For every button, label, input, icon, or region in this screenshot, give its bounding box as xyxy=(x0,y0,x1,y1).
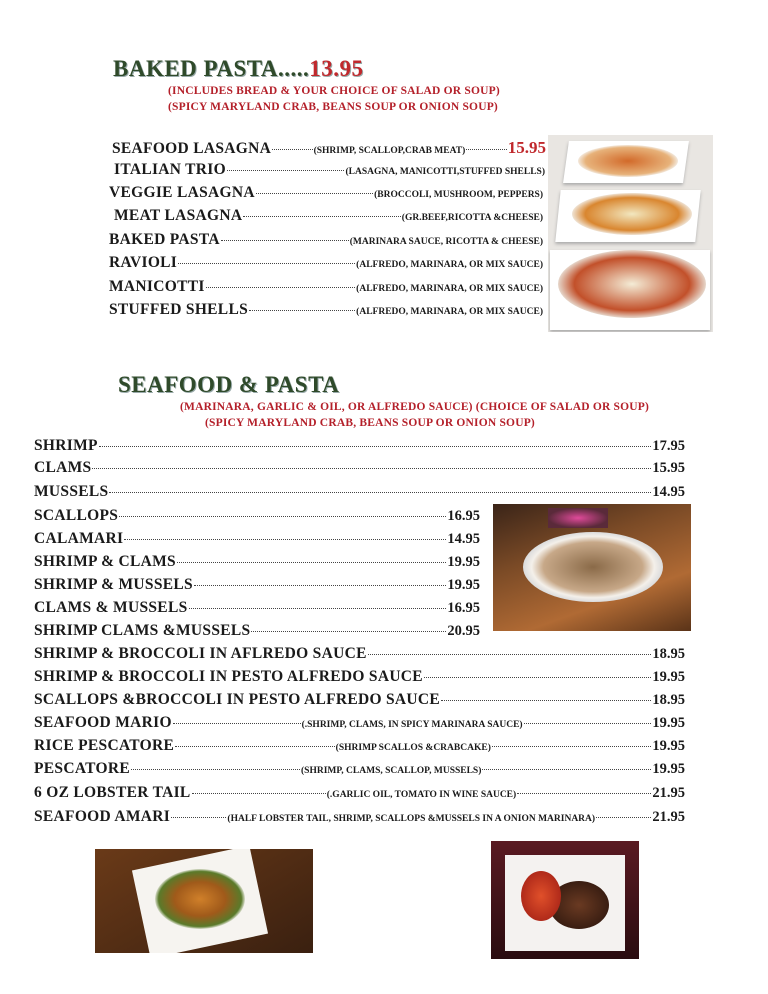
dot-leader xyxy=(189,608,447,609)
steak-lobster-photo xyxy=(491,841,639,959)
item-name: SHRIMP & BROCCOLI IN PESTO ALFREDO SAUCE xyxy=(34,668,423,685)
baked-note-1: (INCLUDES BREAD & YOUR CHOICE OF SALAD OR SOUP) xyxy=(168,85,500,97)
dot-leader xyxy=(194,585,446,586)
dot-leader xyxy=(243,216,400,217)
menu-item xyxy=(109,254,543,272)
item-price: 16.95 xyxy=(447,600,480,616)
menu-item xyxy=(34,459,685,477)
heading-price: 13.95 xyxy=(309,56,364,81)
dot-leader xyxy=(221,240,349,241)
item-name: RAVIOLI xyxy=(109,254,178,271)
item-name: SEAFOOD AMARI xyxy=(34,808,171,825)
item-description: (SHRIMP, CLAMS, SCALLOP, MUSSELS) xyxy=(301,766,482,776)
item-name: CALAMARI xyxy=(34,530,124,547)
menu-item xyxy=(34,760,685,778)
item-name: STUFFED SHELLS xyxy=(109,301,249,318)
menu-item xyxy=(34,808,685,826)
item-price: 20.95 xyxy=(447,623,480,639)
item-price: 19.95 xyxy=(447,554,480,570)
seafood-note-1: (MARINARA, GARLIC & OIL, OR ALFREDO SAUCE) (CHOICE OF SALAD OR SOUP) xyxy=(180,401,650,413)
dot-leader xyxy=(124,539,446,540)
baked-pasta-photo xyxy=(548,135,713,332)
item-price: 15.95 xyxy=(507,138,547,157)
menu-item xyxy=(34,784,685,802)
menu-item xyxy=(114,207,543,225)
item-name: SHRIMP xyxy=(34,437,98,454)
menu-item xyxy=(34,483,685,501)
dot-leader xyxy=(517,793,651,794)
item-name: RICE PESCATORE xyxy=(34,737,175,754)
item-name: SHRIMP & MUSSELS xyxy=(34,576,193,593)
menu-item xyxy=(109,278,543,296)
dot-leader xyxy=(173,723,301,724)
item-description: (LASAGNA, MANICOTTI,STUFFED SHELLS) xyxy=(345,167,545,177)
baked-pasta-heading xyxy=(113,56,364,82)
item-price: 19.95 xyxy=(447,577,480,593)
dot-leader xyxy=(99,446,652,447)
heading-text: BAKED PASTA..... xyxy=(113,56,310,81)
item-name: MEAT LASAGNA xyxy=(114,207,243,224)
item-description: (ALFREDO, MARINARA, OR MIX SAUCE) xyxy=(356,284,543,294)
dot-leader xyxy=(177,562,446,563)
item-name: CLAMS xyxy=(34,459,92,476)
item-price: 19.95 xyxy=(652,761,686,777)
item-name: SEAFOOD MARIO xyxy=(34,714,172,731)
menu-item xyxy=(34,530,480,548)
item-name: BAKED PASTA xyxy=(109,231,220,248)
menu-item xyxy=(114,161,545,179)
item-name: MANICOTTI xyxy=(109,278,205,295)
item-name: SCALLOPS xyxy=(34,507,119,524)
item-name: SHRIMP & CLAMS xyxy=(34,553,176,570)
dot-leader xyxy=(466,149,507,150)
seafood-note-2: (SPICY MARYLAND CRAB, BEANS SOUP OR ONION SOUP) xyxy=(205,417,535,429)
dot-leader xyxy=(482,769,651,770)
dot-leader xyxy=(368,654,652,655)
item-price: 14.95 xyxy=(447,531,480,547)
item-price: 21.95 xyxy=(652,809,686,825)
dot-leader xyxy=(131,769,300,770)
menu-item xyxy=(34,737,685,755)
menu-item xyxy=(34,576,480,594)
item-name: SHRIMP & BROCCOLI IN AFLREDO SAUCE xyxy=(34,645,367,662)
menu-item xyxy=(34,714,685,732)
item-name: SCALLOPS &BROCCOLI IN PESTO ALFREDO SAUCE xyxy=(34,691,441,708)
menu-item xyxy=(34,622,480,640)
item-description: (BROCCOLI, MUSHROOM, PEPPERS) xyxy=(374,190,543,200)
menu-item xyxy=(34,553,480,571)
item-price: 21.95 xyxy=(652,785,685,801)
menu-item xyxy=(34,437,685,455)
item-name: SEAFOOD LASAGNA xyxy=(112,140,272,157)
dot-leader xyxy=(109,492,651,493)
dot-leader xyxy=(272,149,313,150)
item-name: 6 OZ LOBSTER TAIL xyxy=(34,784,191,801)
dot-leader xyxy=(175,746,335,747)
menu-item xyxy=(34,645,685,663)
menu-item xyxy=(34,507,480,525)
item-price: 18.95 xyxy=(652,646,685,662)
dot-leader xyxy=(92,468,651,469)
item-description: (MARINARA SAUCE, RICOTTA & CHEESE) xyxy=(349,237,543,247)
menu-item xyxy=(109,301,543,319)
item-description: (GR.BEEF,RICOTTA &CHEESE) xyxy=(401,213,543,223)
dot-leader xyxy=(171,817,226,818)
item-description: (SHRIMP SCALLOS &CRABCAKE) xyxy=(335,743,491,753)
dot-leader xyxy=(206,287,355,288)
menu-item xyxy=(109,184,543,202)
menu-item xyxy=(34,599,480,617)
item-description: (ALFREDO, MARINARA, OR MIX SAUCE) xyxy=(356,260,543,270)
menu-item xyxy=(109,231,543,249)
item-price: 15.95 xyxy=(652,460,685,476)
dot-leader xyxy=(119,516,446,517)
item-description: (.SHRIMP, CLAMS, IN SPICY MARINARA SAUCE) xyxy=(301,720,523,730)
item-price: 19.95 xyxy=(652,738,685,754)
dot-leader xyxy=(256,193,373,194)
item-description: (HALF LOBSTER TAIL, SHRIMP, SCALLOPS &MUSSELS IN A ONION MARINARA) xyxy=(227,814,596,824)
seafood-pasta-heading: SEAFOOD & PASTA xyxy=(118,372,340,397)
dot-leader xyxy=(227,170,344,171)
baked-note-2: (SPICY MARYLAND CRAB, BEANS SOUP OR ONION SOUP) xyxy=(168,101,498,113)
dot-leader xyxy=(178,263,355,264)
item-description: (ALFREDO, MARINARA, OR MIX SAUCE) xyxy=(356,307,543,317)
dot-leader xyxy=(249,310,355,311)
seafood-pasta-photo xyxy=(493,504,691,631)
dot-leader xyxy=(441,700,651,701)
item-name: SHRIMP CLAMS &MUSSELS xyxy=(34,622,251,639)
dot-leader xyxy=(251,631,446,632)
item-name: PESCATORE xyxy=(34,760,131,777)
item-name: MUSSELS xyxy=(34,483,109,500)
item-price: 19.95 xyxy=(652,669,685,685)
menu-item xyxy=(34,691,685,709)
item-name: VEGGIE LASAGNA xyxy=(109,184,255,201)
dot-leader xyxy=(424,677,651,678)
dot-leader xyxy=(492,746,652,747)
item-price: 18.95 xyxy=(652,692,685,708)
item-name: ITALIAN TRIO xyxy=(114,161,226,178)
item-price: 16.95 xyxy=(447,508,480,524)
menu-item xyxy=(112,138,546,158)
dot-leader xyxy=(524,723,652,724)
item-description: (SHRIMP, SCALLOP,CRAB MEAT) xyxy=(313,146,466,156)
dot-leader xyxy=(192,793,326,794)
item-name: CLAMS & MUSSELS xyxy=(34,599,188,616)
item-description: (.GARLIC OIL, TOMATO IN WINE SAUCE) xyxy=(326,790,517,800)
chicken-dish-photo xyxy=(95,849,313,953)
item-price: 19.95 xyxy=(652,715,686,731)
item-price: 14.95 xyxy=(652,484,685,500)
dot-leader xyxy=(596,817,651,818)
item-price: 17.95 xyxy=(652,438,685,454)
menu-item xyxy=(34,668,685,686)
